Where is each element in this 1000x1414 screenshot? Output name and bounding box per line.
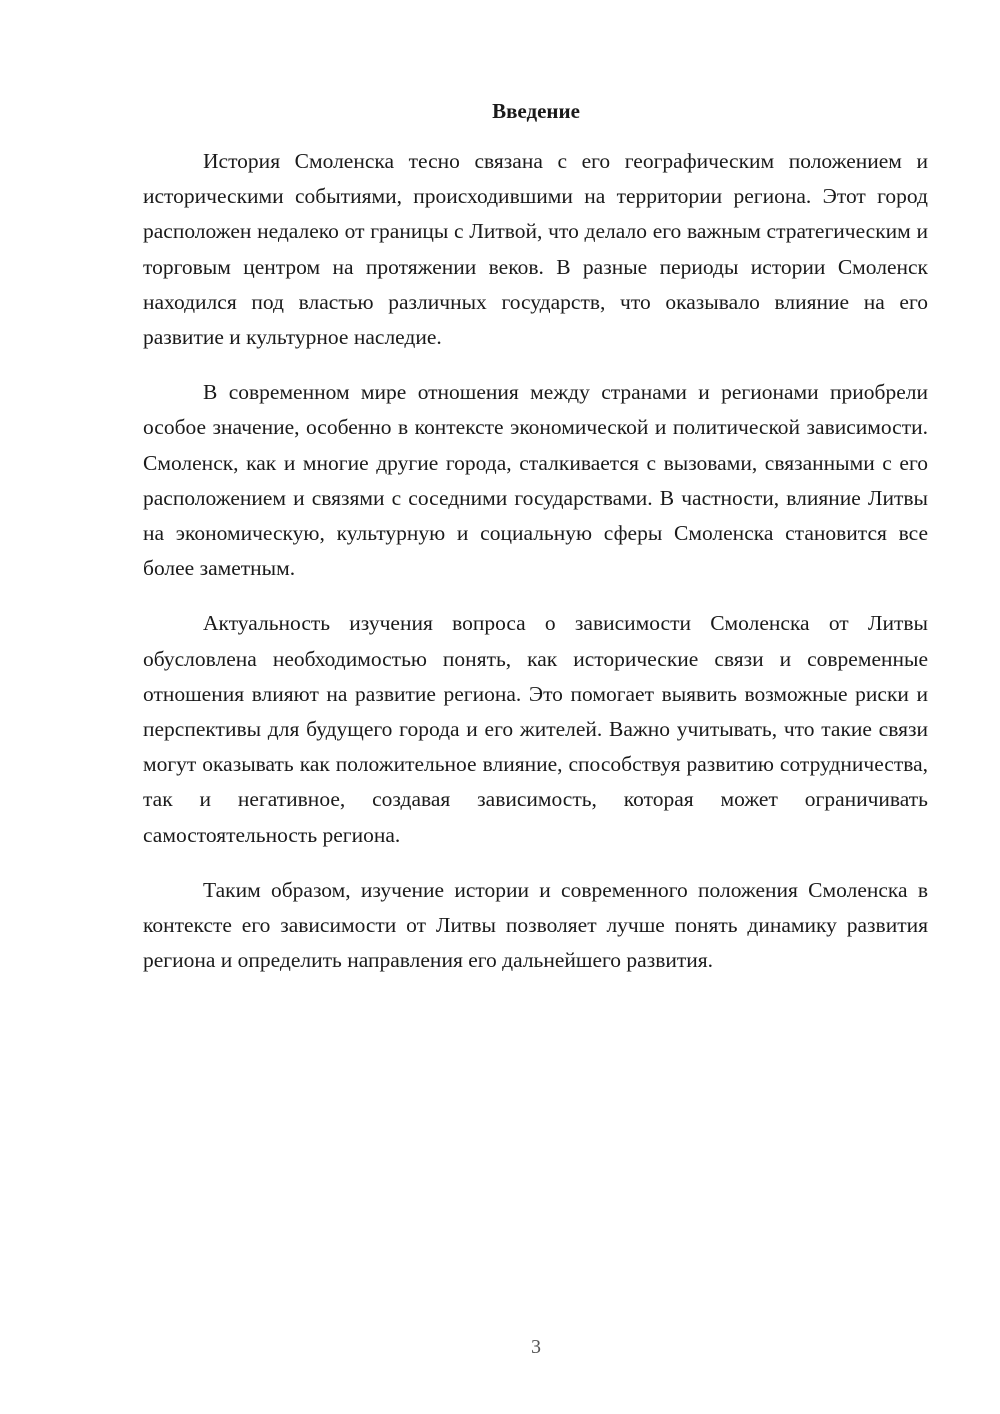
- page-number: 3: [531, 1336, 541, 1358]
- paragraph-1: История Смоленска тесно связана с его географическим положением и историческими событиями, происходившими на территории региона. Этот город расположен недалеко от границы с Литвой, что делало его важным стратегическим и торговым центром на протяжении веков. В разные периоды истории Смоленск находился под властью различных государств, что оказывало влияние на его развитие и культурное наследие.: [143, 149, 928, 350]
- paragraph-3: Актуальность изучения вопроса о зависимости Смоленска от Литвы обусловлена необходимостью понять, как исторические связи и современные отношения влияют на развитие региона. Это помогает выявить возможные риски и перспективы для будущего города и его жителей. Важно учитывать, что такие связи могут оказывать как положительное влияние, способствуя развитию сотрудничества, так и негативное, создавая зависимость, которая может ограничивать самостоятельность региона.: [143, 611, 928, 847]
- body-text: [143, 144, 928, 998]
- paragraph-4: Таким образом, изучение истории и современного положения Смоленска в контексте его зависимости от Литвы позволяет лучше понять динамику развития региона и определить направления его дальнейшего развития.: [143, 877, 928, 973]
- paragraph-2: В современном мире отношения между странами и регионами приобрели особое значение, особенно в контексте экономической и политической зависимости. Смоленск, как и многие другие города, сталкивается с вызовами, связанными с его расположением и связями с соседними государствами. В частности, влияние Литвы на экономическую, культурную и социальную сферы Смоленска становится все более заметным.: [143, 380, 928, 581]
- section-heading: Введение: [492, 99, 580, 123]
